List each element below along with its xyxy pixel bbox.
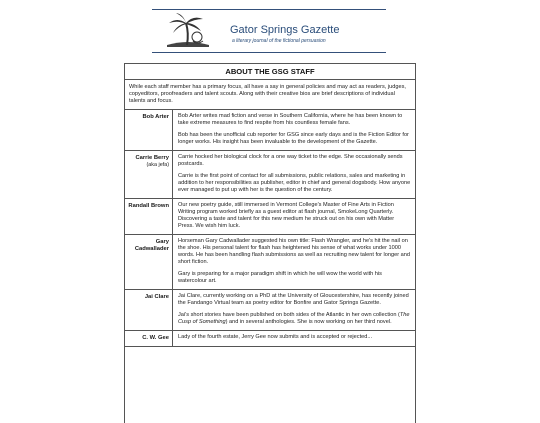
staff-bio <box>173 110 415 150</box>
staff-name-cell <box>125 331 173 346</box>
staff-row <box>125 235 415 290</box>
bio-paragraph: Carrie is the first point of contact for all submissions, public relations, sales and marketing in addition to her responsibilities as publisher, editor in chief and general dogsbody. How anyone ever managed to put up with her is the question of the century. <box>178 172 411 193</box>
staff-bio <box>173 199 415 234</box>
bio-paragraph: Carrie hocked her biological clock for a one way ticket to the edge. She occasionally sends postcards. <box>178 153 403 167</box>
site-subtitle: a literary journal of the fictional persuasion <box>232 38 326 44</box>
staff-bio <box>173 290 415 330</box>
bio-paragraph: Our new poetry guide, still immersed in Vermont College's Master of Fine Arts in Fiction Writing program worked briefly as a guest editor at flash journal, SmokeLong Quarterly. Discovering a taste and talent for this new medium he struck out on his own with Matter Press. We wish him luck. <box>178 201 395 229</box>
staff-name: Jai Clare <box>144 293 169 300</box>
staff-bio <box>173 151 415 198</box>
staff-name-cell <box>125 199 173 234</box>
staff-bio <box>173 235 415 289</box>
staff-row <box>125 290 415 331</box>
staff-name: Bob Arter <box>142 113 169 120</box>
bio-paragraph <box>178 312 411 326</box>
bio-paragraph: Bob Arter writes mad fiction and verse in Southern California, where he has been known to take extreme measures to find respite from his countless female fans. <box>178 112 403 126</box>
staff-name-cell <box>125 151 173 198</box>
staff-name: Carrie Berry <box>135 154 169 161</box>
site-title[interactable]: Gator Springs Gazette <box>230 24 340 36</box>
staff-alias: (aka jefa) <box>146 162 169 169</box>
bio-text: Jai's short stories have been published on both sides of the Atlantic in her own collection (The Cusp of Something) and in several anthologies. She is now working on her third novel. <box>178 311 410 325</box>
staff-name: Gary Cadwallader <box>134 238 169 252</box>
masthead-bottom-rule <box>152 52 386 53</box>
staff-name-cell <box>125 290 173 330</box>
masthead-top-rule <box>152 9 386 10</box>
staff-name-cell <box>125 110 173 150</box>
staff-bio <box>173 331 415 346</box>
bio-paragraph: Horseman Gary Cadwallader suggested his own title: Flash Wrangler, and he's hit the nail on the shoe. His personal talent for flash has heightened his sense of what works under 1000 words. He has been handling flash submissions as well as recruiting new talent for longer and short fiction. <box>178 237 410 265</box>
staff-row <box>125 151 415 199</box>
staff-row <box>125 199 415 235</box>
staff-name-cell <box>125 235 173 289</box>
bio-paragraph: Bob has been the unofficial cub reporter for GSG since early days and is the Fiction Editor for longer works. His insight has been invaluable to the development of the Gazette. <box>178 131 409 145</box>
masthead <box>0 0 540 62</box>
staff-name: Randall Brown <box>128 202 169 209</box>
palm-tree-logo-icon <box>163 11 213 51</box>
bio-paragraph: Jai Clare, currently working on a PhD at the University of Gloucestershire, has recently joined the Fandango Virtual team as poetry editor for Bonfire and Gator Springs Gazette. <box>178 292 409 306</box>
staff-row <box>125 110 415 151</box>
staff-name: C. W. Gee <box>142 334 169 341</box>
staff-intro: While each staff member has a primary focus, all have a say in general policies and may act as readers, judges, copyeditors, proofreaders and talent scouts. Along with their creative bios are brief descriptions of individual talents and focus. <box>125 80 415 110</box>
bio-paragraph: Gary is preparing for a major paradigm shift in which he will wow the world with his watercolour art. <box>178 270 382 284</box>
bio-paragraph: Lady of the fourth estate, Jerry Gee now submits and is accepted or rejected... <box>178 333 373 340</box>
staff-heading: ABOUT THE GSG STAFF <box>125 64 415 80</box>
staff-row <box>125 331 415 347</box>
staff-table <box>124 63 416 423</box>
